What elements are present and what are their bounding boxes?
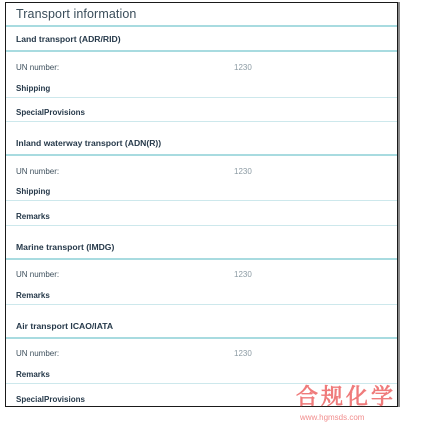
un-number-value: 1230 <box>234 270 252 279</box>
row-divider <box>6 121 397 122</box>
section-heading: Inland waterway transport (ADN(R)) <box>16 138 162 148</box>
row-divider <box>6 97 397 98</box>
watermark-text: 合规化学 <box>296 385 397 410</box>
row-divider <box>6 304 397 305</box>
section-divider <box>6 337 397 339</box>
un-number-value: 1230 <box>234 63 252 72</box>
un-number-value: 1230 <box>234 349 252 358</box>
vertical-scrollbar[interactable] <box>398 2 400 407</box>
row-divider <box>6 225 397 226</box>
title-divider <box>6 25 397 27</box>
section-divider <box>6 50 397 52</box>
watermark-url: www.hgmsds.com <box>300 413 365 422</box>
row-special-provisions: SpecialProvisions <box>16 395 85 404</box>
transport-information-panel <box>5 2 398 407</box>
row-remarks: Remarks <box>16 212 50 221</box>
row-remarks: Remarks <box>16 370 50 379</box>
page-title: Transport information <box>16 7 137 21</box>
row-remarks: Remarks <box>16 291 50 300</box>
un-number-label: UN number: <box>16 270 60 279</box>
un-number-label: UN number: <box>16 63 60 72</box>
row-shipping: Shipping <box>16 84 51 93</box>
row-special-provisions: SpecialProvisions <box>16 108 85 117</box>
un-number-label: UN number: <box>16 167 60 176</box>
section-heading: Land transport (ADR/RID) <box>16 34 121 44</box>
row-divider <box>6 200 397 201</box>
section-divider <box>6 154 397 156</box>
watermark-logo <box>290 380 420 426</box>
row-shipping: Shipping <box>16 187 51 196</box>
un-number-value: 1230 <box>234 167 252 176</box>
un-number-label: UN number: <box>16 349 60 358</box>
section-heading: Marine transport (IMDG) <box>16 242 115 252</box>
section-divider <box>6 258 397 260</box>
section-heading: Air transport ICAO/IATA <box>16 321 114 331</box>
